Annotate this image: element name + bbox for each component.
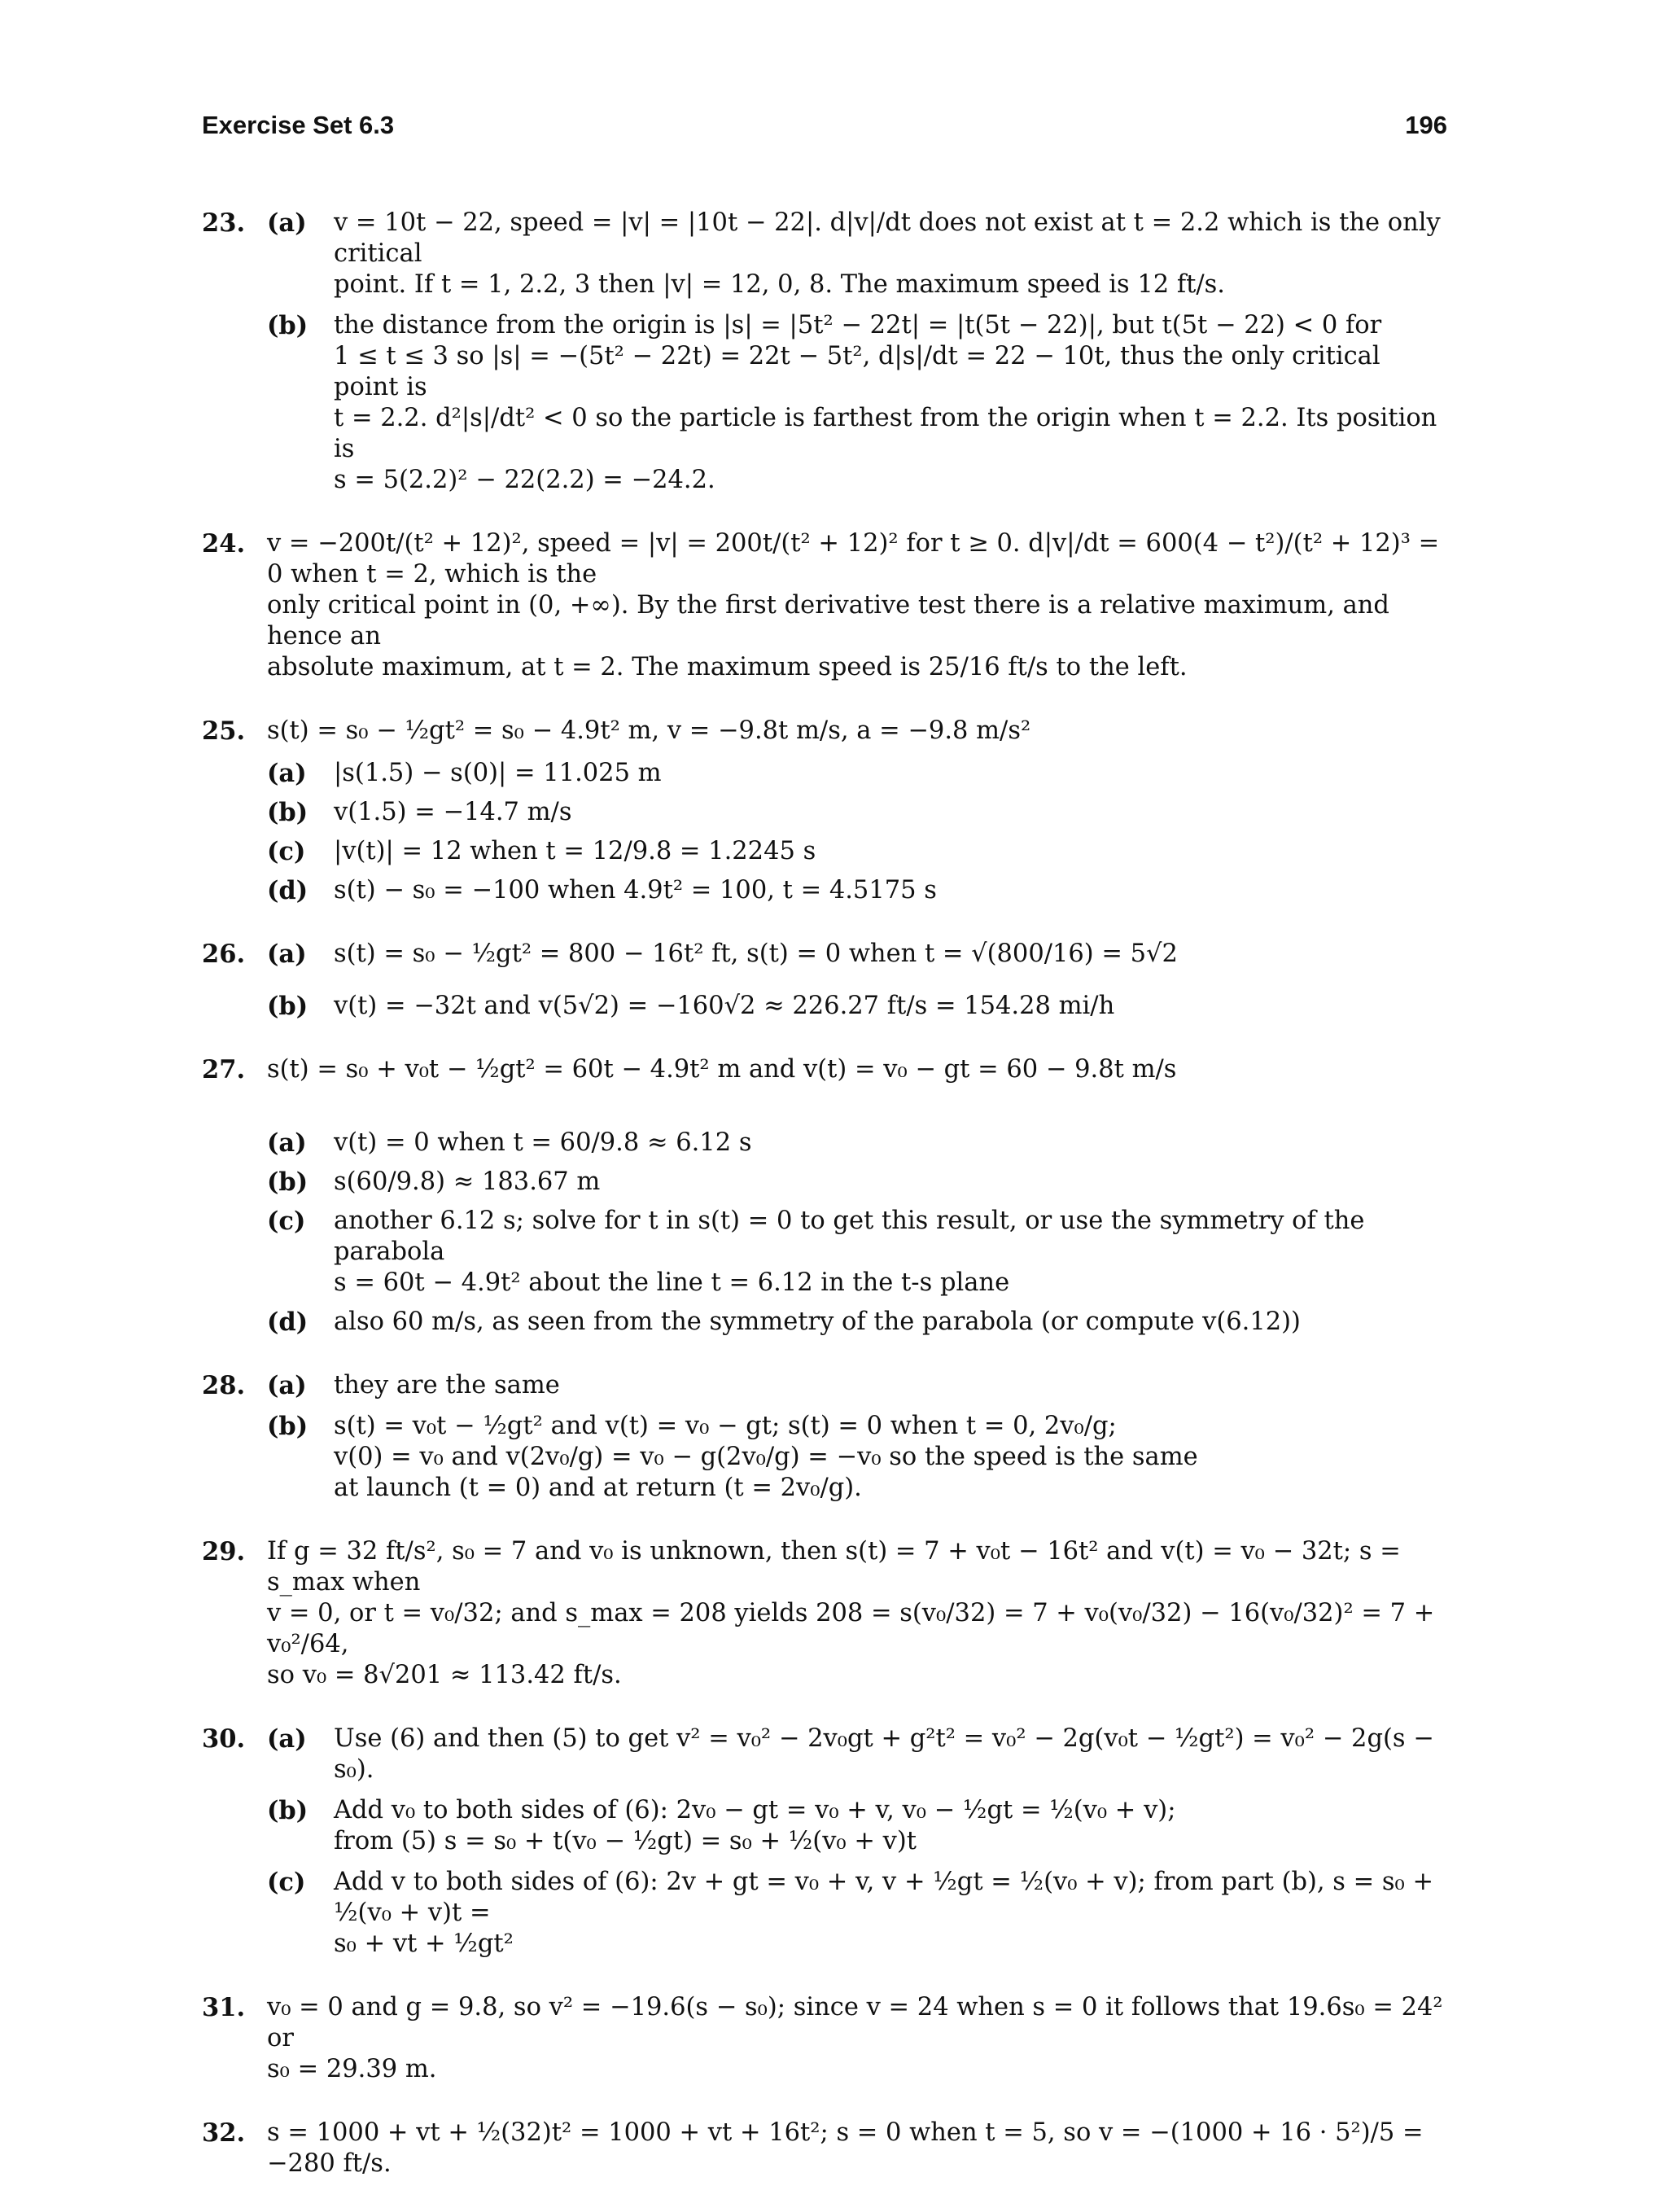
section-title: Exercise Set 6.3 bbox=[202, 111, 395, 139]
problem-23 bbox=[202, 208, 1447, 496]
problem-number: 28. bbox=[202, 1371, 246, 1400]
problem-24 bbox=[202, 528, 1447, 683]
part-a bbox=[267, 939, 1447, 970]
text-line: s = 1000 + vt + ½(32)t² = 1000 + vt + 16t²; s = 0 when t = 5, so v = −(1000 + 16 · 5²)/5 = −280 ft/s. bbox=[267, 2118, 1424, 2178]
text-line: s(t) = v₀t − ½gt² and v(t) = v₀ − gt; s(t) = 0 when t = 0, 2v₀/g; bbox=[334, 1412, 1117, 1440]
text-line: at launch (t = 0) and at return (t = 2v₀/g). bbox=[334, 1474, 862, 1502]
part-label: (b) bbox=[267, 1412, 308, 1441]
text-line: v(0) = v₀ and v(2v₀/g) = v₀ − g(2v₀/g) = −v₀ so the speed is the same bbox=[334, 1443, 1198, 1471]
text-line: Use (6) and then (5) to get v² = v₀² − 2v₀gt + g²t² = v₀² − 2g(v₀t − ½gt²) = v₀² − 2g(s − s₀). bbox=[334, 1724, 1434, 1784]
text-line: 1 ≤ t ≤ 3 so |s| = −(5t² − 22t) = 22t − 5t², d|s|/dt = 22 − 10t, thus the only critical point is bbox=[334, 342, 1380, 401]
problem-number: 27. bbox=[202, 1055, 246, 1084]
text-line: only critical point in (0, +∞). By the first derivative test there is a relative maximum, and hence an bbox=[267, 591, 1389, 650]
problem-number: 30. bbox=[202, 1724, 246, 1754]
problem-31 bbox=[202, 1992, 1447, 2085]
text-line: If g = 32 ft/s², s₀ = 7 and v₀ is unknown, then s(t) = 7 + v₀t − 16t² and v(t) = v₀ − 32t; s = s_max when bbox=[267, 1537, 1401, 1597]
text-line: point. If t = 1, 2.2, 3 then |v| = 12, 0, 8. The maximum speed is 12 ft/s. bbox=[334, 270, 1226, 299]
text-line: v(t) = −32t and v(5√2) = −160√2 ≈ 226.27 ft/s = 154.28 mi/h bbox=[334, 992, 1115, 1020]
problem-number: 24. bbox=[202, 529, 246, 558]
part-label: (c) bbox=[267, 1207, 306, 1236]
problem-28 bbox=[202, 1370, 1447, 1504]
part-d bbox=[267, 875, 1447, 906]
text-line: s(t) − s₀ = −100 when 4.9t² = 100, t = 4.5175 s bbox=[334, 876, 937, 905]
page-header bbox=[202, 111, 1447, 140]
text-line: Add v to both sides of (6): 2v + gt = v₀ + v, v + ½gt = ½(v₀ + v); from part (b), s = s₀ + ½(v₀ + v)t = bbox=[334, 1868, 1434, 1927]
problem-number: 31. bbox=[202, 1993, 246, 2022]
part-b bbox=[267, 310, 1447, 496]
problem-32 bbox=[202, 2118, 1447, 2179]
text-line: v₀ = 0 and g = 9.8, so v² = −19.6(s − s₀); since v = 24 when s = 0 it follows that 19.6s₀ = 24² or bbox=[267, 1993, 1443, 2052]
part-label: (a) bbox=[267, 1371, 307, 1400]
text-line: so v₀ = 8√201 ≈ 113.42 ft/s. bbox=[267, 1661, 622, 1689]
part-c bbox=[267, 1867, 1447, 1960]
text-line: s(60/9.8) ≈ 183.67 m bbox=[334, 1167, 601, 1196]
part-a bbox=[267, 1128, 1447, 1159]
text-line: v(t) = 0 when t = 60/9.8 ≈ 6.12 s bbox=[334, 1128, 752, 1157]
problem-29 bbox=[202, 1536, 1447, 1691]
part-label: (d) bbox=[267, 876, 308, 905]
problem-number: 29. bbox=[202, 1537, 246, 1566]
part-label: (b) bbox=[267, 311, 308, 340]
problem-26 bbox=[202, 939, 1447, 1022]
part-label: (c) bbox=[267, 1868, 306, 1897]
part-a bbox=[267, 758, 1447, 789]
text-line: the distance from the origin is |s| = |5t² − 22t| = |t(5t − 22)|, but t(5t − 22) < 0 for bbox=[334, 311, 1382, 339]
text-line: they are the same bbox=[334, 1371, 560, 1399]
text-line: v(1.5) = −14.7 m/s bbox=[334, 798, 572, 826]
part-label: (a) bbox=[267, 940, 307, 969]
text-line: v = 0, or t = v₀/32; and s_max = 208 yields 208 = s(v₀/32) = 7 + v₀(v₀/32) − 16(v₀/32)² = 7 + v₀²/64, bbox=[267, 1599, 1435, 1658]
text-line: s₀ = 29.39 m. bbox=[267, 2055, 437, 2083]
problem-number: 26. bbox=[202, 940, 246, 969]
text-line: from (5) s = s₀ + t(v₀ − ½gt) = s₀ + ½(v₀ + v)t bbox=[334, 1827, 917, 1855]
problem-number: 32. bbox=[202, 2118, 246, 2148]
part-b bbox=[267, 991, 1447, 1022]
problem-25 bbox=[202, 716, 1447, 906]
problem-number: 25. bbox=[202, 716, 246, 746]
part-b bbox=[267, 1411, 1447, 1504]
part-label: (c) bbox=[267, 837, 306, 866]
problem-27 bbox=[202, 1054, 1447, 1338]
part-b bbox=[267, 1167, 1447, 1198]
page-number: 196 bbox=[1405, 111, 1447, 139]
part-label: (b) bbox=[267, 798, 308, 827]
part-b bbox=[267, 797, 1447, 828]
problem-number: 23. bbox=[202, 208, 246, 238]
part-a bbox=[267, 1724, 1447, 1785]
part-label: (b) bbox=[267, 1167, 308, 1197]
text-line: Add v₀ to both sides of (6): 2v₀ − gt = v₀ + v, v₀ − ½gt = ½(v₀ + v); bbox=[334, 1796, 1176, 1824]
text-line: another 6.12 s; solve for t in s(t) = 0 to get this result, or use the symmetry of the parabola bbox=[334, 1207, 1365, 1266]
part-c bbox=[267, 836, 1447, 867]
text-line: v = 10t − 22, speed = |v| = |10t − 22|. d|v|/dt does not exist at t = 2.2 which is the only critical bbox=[334, 208, 1441, 268]
part-label: (d) bbox=[267, 1307, 308, 1337]
text-line: |s(1.5) − s(0)| = 11.025 m bbox=[334, 759, 662, 787]
text-line: t = 2.2. d²|s|/dt² < 0 so the particle is farthest from the origin when t = 2.2. Its position is bbox=[334, 404, 1437, 463]
part-label: (a) bbox=[267, 1128, 307, 1158]
text-line: s = 60t − 4.9t² about the line t = 6.12 in the t-s plane bbox=[334, 1268, 1010, 1297]
text-line: s(t) = s₀ + v₀t − ½gt² = 60t − 4.9t² m and v(t) = v₀ − gt = 60 − 9.8t m/s bbox=[267, 1055, 1177, 1084]
part-b bbox=[267, 1795, 1447, 1857]
text-line: v = −200t/(t² + 12)², speed = |v| = 200t/(t² + 12)² for t ≥ 0. d|v|/dt = 600(4 − t²)/(t² + 12)³ = 0 when t = 2, which is the bbox=[267, 529, 1440, 589]
text-line: also 60 m/s, as seen from the symmetry of the parabola (or compute v(6.12)) bbox=[334, 1307, 1301, 1336]
part-label: (b) bbox=[267, 992, 308, 1021]
part-label: (a) bbox=[267, 208, 307, 238]
part-label: (a) bbox=[267, 759, 307, 788]
text-line: |v(t)| = 12 when t = 12/9.8 = 1.2245 s bbox=[334, 837, 816, 865]
part-label: (a) bbox=[267, 1724, 307, 1754]
part-a bbox=[267, 1370, 1447, 1401]
part-a bbox=[267, 208, 1447, 300]
problem-30 bbox=[202, 1724, 1447, 1960]
part-d bbox=[267, 1307, 1447, 1338]
text-line: s(t) = s₀ − ½gt² = 800 − 16t² ft, s(t) = 0 when t = √(800/16) = 5√2 bbox=[334, 940, 1178, 968]
text-line: s = 5(2.2)² − 22(2.2) = −24.2. bbox=[334, 466, 715, 494]
text-line: s(t) = s₀ − ½gt² = s₀ − 4.9t² m, v = −9.8t m/s, a = −9.8 m/s² bbox=[267, 716, 1031, 745]
page-content bbox=[202, 208, 1447, 2212]
text-line: absolute maximum, at t = 2. The maximum speed is 25/16 ft/s to the left. bbox=[267, 653, 1188, 681]
text-line: s₀ + vt + ½gt² bbox=[334, 1929, 514, 1958]
part-label: (b) bbox=[267, 1796, 308, 1825]
part-c bbox=[267, 1206, 1447, 1299]
